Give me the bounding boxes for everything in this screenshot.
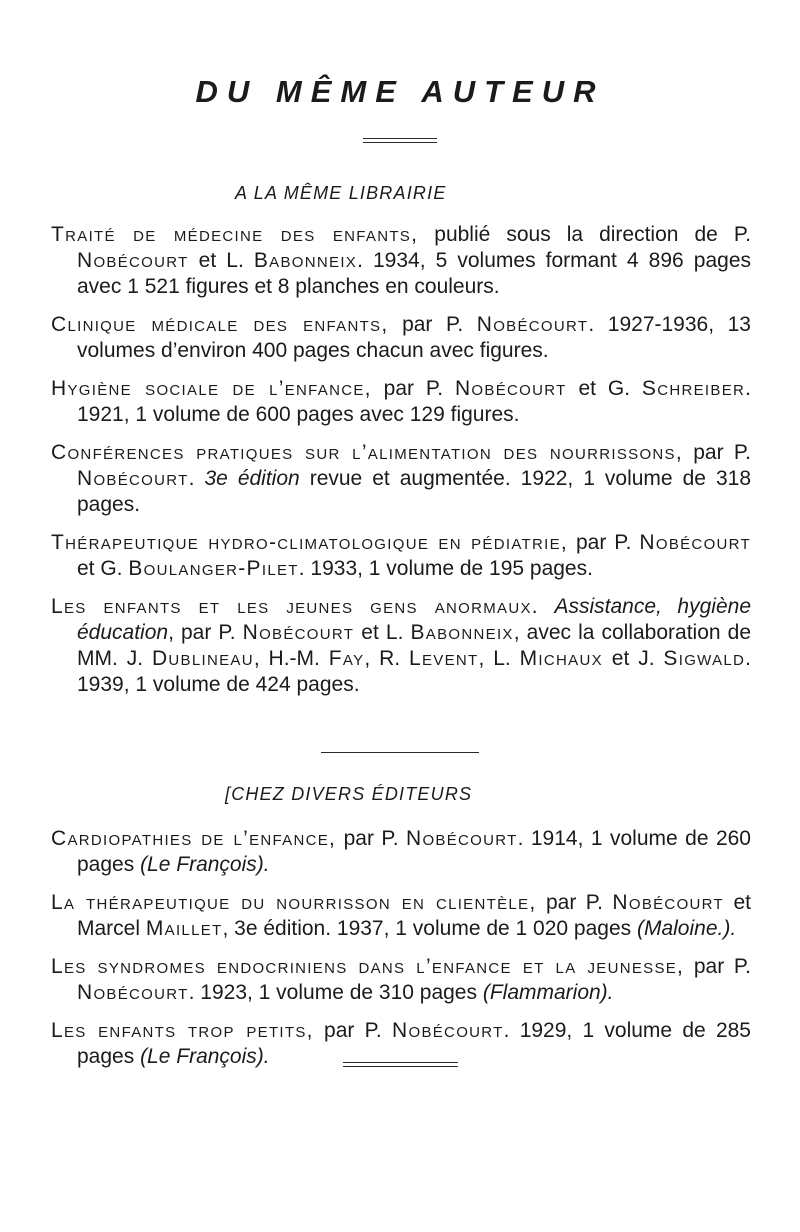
list-item: Les syndromes endocriniens dans l’enfance et la jeunesse, par P. Nobécourt. 1923, 1 volume de 310 pages (Flammarion). <box>51 955 751 1004</box>
section-divider <box>321 752 479 753</box>
section-heading-other-publishers: [CHEZ DIVERS ÉDITEURS <box>225 784 473 804</box>
list-item: Thérapeutique hydro-climatologique en pédiatrie, par P. Nobécourt et G. Boulanger-Pilet. 1933, 1 volume de 195 pages. <box>51 531 751 580</box>
list-item: Traité de médecine des enfants, publié sous la direction de P. Nobécourt et L. Babonneix. 1934, 5 volumes formant 4 896 pages avec 1 521 figures et 8 planches en couleurs. <box>51 223 751 298</box>
section-other-publishers <box>51 826 751 1082</box>
list-item: Conférences pratiques sur l’alimentation des nourrissons, par P. Nobécourt. 3e édition revue et augmentée. 1922, 1 volume de 318 pages. <box>51 441 752 516</box>
closing-rule <box>343 1062 458 1067</box>
list-item: Hygiène sociale de l’enfance, par P. Nobécourt et G. Schreiber. 1921, 1 volume de 600 pages avec 129 figures. <box>51 377 751 426</box>
list-item: Clinique médicale des enfants, par P. Nobécourt. 1927-1936, 13 volumes d’environ 400 pages chacun avec figures. <box>51 313 751 362</box>
list-item: Les enfants trop petits, par P. Nobécourt. 1929, 1 volume de 285 pages (Le François). <box>51 1019 751 1068</box>
list-item: Cardiopathies de l’enfance, par P. Nobécourt. 1914, 1 volume de 260 pages (Le François). <box>51 827 751 876</box>
list-item: Les enfants et les jeunes gens anormaux. Assistance, hygiène éducation, par P. Nobécourt et L. Babonneix, avec la collaboration de MM. J. Dublineau, H.-M. Fay, R. Levent, L. Michaux et J. Sigwald. 1939, 1 volume de 424 pages. <box>51 595 752 696</box>
page-title: DU MÊME AUTEUR <box>195 74 605 109</box>
section-heading-same-publisher: A LA MÊME LIBRAIRIE <box>235 183 447 203</box>
list-item: La thérapeutique du nourrisson en clientèle, par P. Nobécourt et Marcel Maillet, 3e édition. 1937, 1 volume de 1 020 pages (Maloine.). <box>51 891 751 940</box>
section-same-publisher <box>51 222 751 710</box>
title-rule <box>363 138 437 143</box>
